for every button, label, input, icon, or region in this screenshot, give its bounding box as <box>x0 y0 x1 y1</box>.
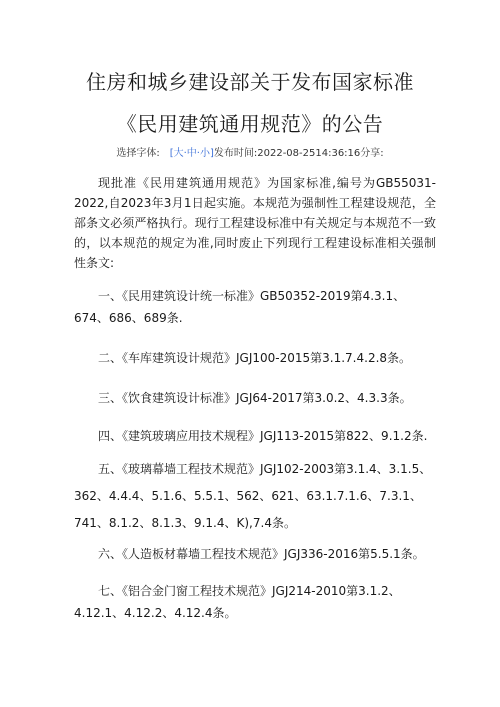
list-item: 六、《人造板材幕墙工程技术规范》JGJ336-2016第5.5.1条。 <box>98 547 425 561</box>
list-item: 五、《玻璃幕墙工程技术规范》JGJ102-2003第3.1.4、3.1.5、362、4.4.4、5.1.6、5.5.1、562、621、63.1.7.1.6、7.3.1、741、8.1.2、8.1.3、9.1.4、K),7.4条。 <box>74 462 432 530</box>
list-item: 二、《车库建筑设计规范》JGJ100-2015第3.1.7.4.2.8条。 <box>98 351 412 365</box>
page-title-line1: 住房和城乡建设部关于发布国家标准 <box>86 70 414 94</box>
font-size-control[interactable]: [大·中·小] <box>169 148 214 159</box>
share-label[interactable]: 分享: <box>360 148 384 159</box>
list-item: 四、《建筑玻璃应用技术规程》JGJ113-2015第822、9.1.2条. <box>98 429 428 443</box>
page-title-line2: 《民用建筑通用规范》的公告 <box>116 112 384 136</box>
list-item: 三、《饮食建筑设计标准》JGJ64-2017第3.0.2、4.3.3条。 <box>98 391 412 405</box>
list-item: 七、《铝合金门窗工程技术规范》JGJ214-2010第3.1.2、4.12.1、4.12.2、4.12.4条。 <box>74 584 401 620</box>
publish-time: 2022-08-2514:36:16 <box>257 148 361 159</box>
article-meta <box>0 147 500 161</box>
intro-paragraph: 现批准《民用建筑通用规范》为国家标准,编号为GB55031-2022,自2023年3月1日起实施。本规范为强制性工程建设规范，全部条文必须严格执行。现行工程建设标准中有关规定与本规范不一致的，以本规范的规定为准,同时废止下列现行工程建设标准相关强制性条文: <box>74 176 436 270</box>
list-item: 一、《民用建筑设计统一标准》GB50352-2019第4.3.1、674、686、689条. <box>74 289 406 325</box>
publish-label: 发布时间: <box>213 148 258 159</box>
font-select-label: 选择字体: <box>116 148 160 159</box>
